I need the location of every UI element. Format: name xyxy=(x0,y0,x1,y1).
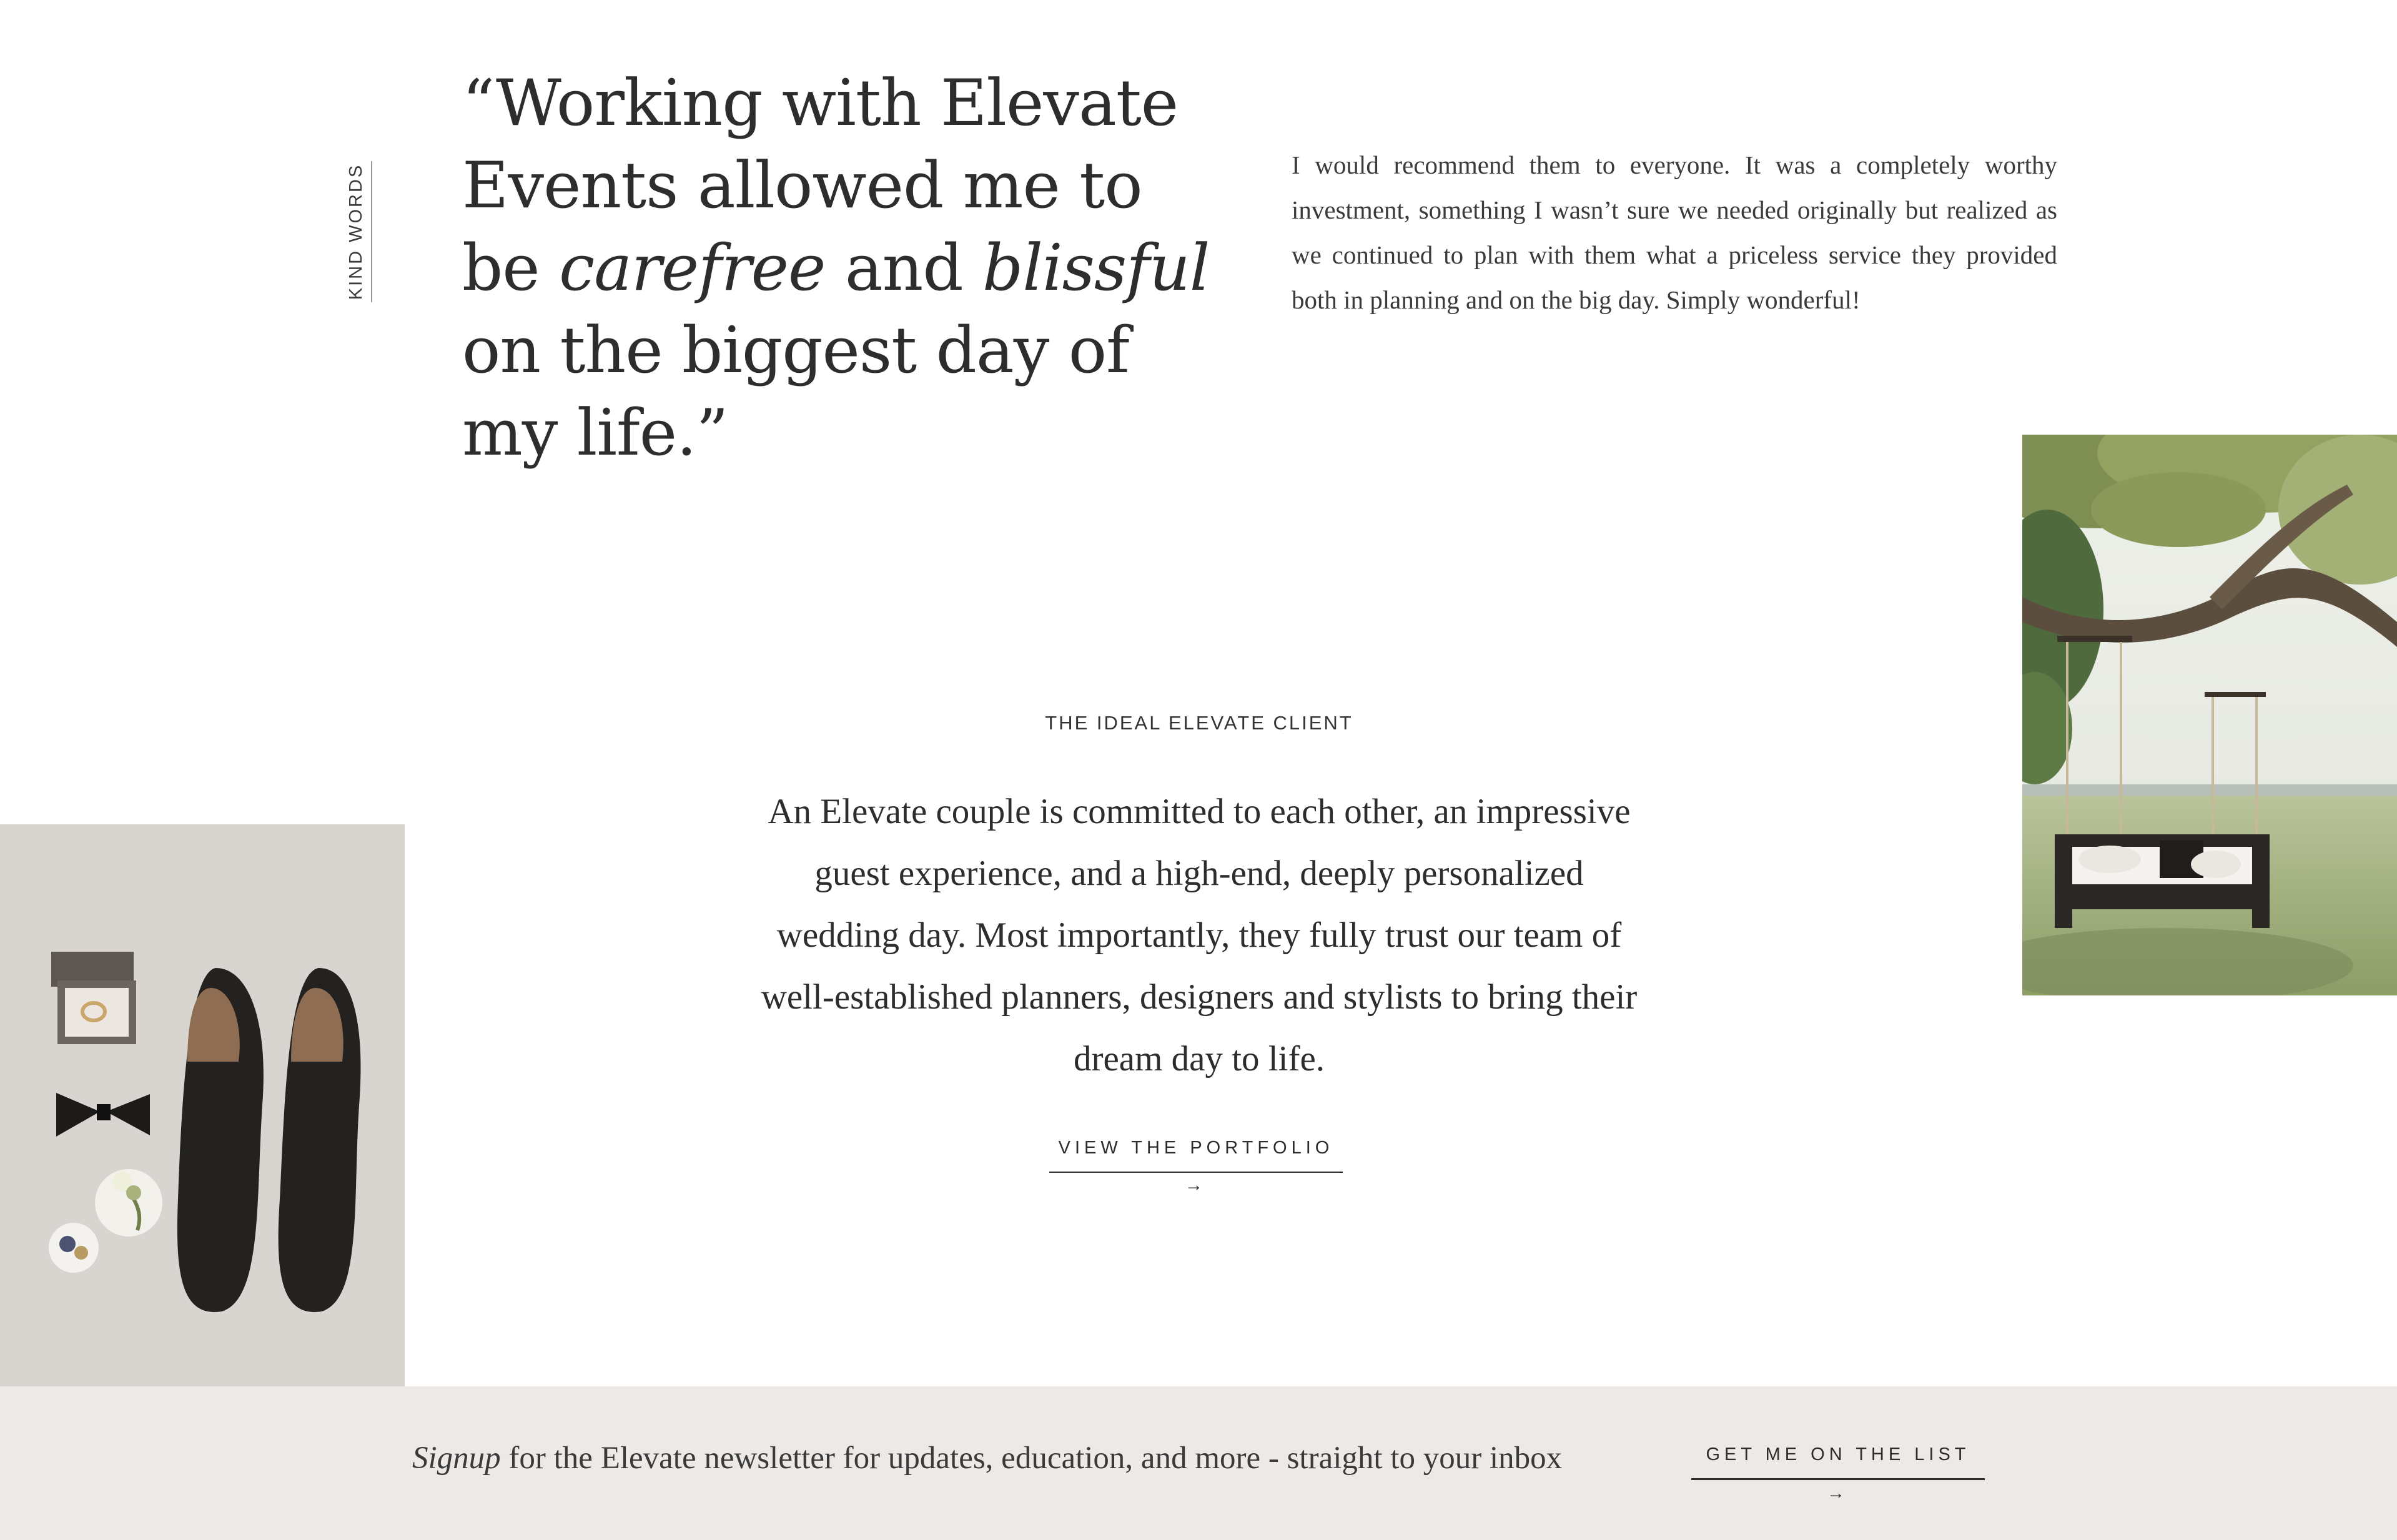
groom-accessories-photo xyxy=(0,824,405,1386)
section-label: KIND WORDS xyxy=(346,163,366,300)
porch-swing-photo xyxy=(2022,435,2397,995)
newsletter-copy: for the Elevate newsletter for updates, education, and more - straight to your inbox xyxy=(500,1441,1563,1476)
ideal-client-body: An Elevate couple is committed to each other, an impressive guest experience, and a high-end, deeply personalized wedding day. Most importantly, they fully trust our team of well-established planners, designers and stylists to bring their dream day to life. xyxy=(761,792,1638,1078)
newsletter-lead: Signup xyxy=(412,1441,501,1476)
kind-words-label-block xyxy=(342,161,373,302)
quote-emphasis: carefree xyxy=(559,231,826,305)
quote-emphasis: blissful xyxy=(982,231,1210,305)
quote-text: and xyxy=(825,231,983,305)
quote-text: “Working with Elevate Events allowed me to be xyxy=(462,66,1179,305)
ideal-client-heading: THE IDEAL ELEVATE CLIENT xyxy=(1045,712,1353,734)
quote-text: on the biggest day of my life.” xyxy=(462,313,1129,470)
testimonial-body: I would recommend them to everyone. It was a completely worthy investment, something I wasn’t sure we needed originally but realized as we continued to plan with them what a priceless service they provided both in planning and on the big day. Simply wonderful! xyxy=(1292,151,2057,314)
newsletter-text xyxy=(412,1440,1624,1476)
divider xyxy=(371,161,372,302)
testimonial-quote xyxy=(462,62,1224,475)
newsletter-signup-link[interactable]: GET ME ON THE LIST → xyxy=(1691,1435,1985,1480)
newsletter-banner xyxy=(0,1386,2397,1540)
view-portfolio-link[interactable]: VIEW THE PORTFOLIO → xyxy=(1049,1129,1343,1173)
